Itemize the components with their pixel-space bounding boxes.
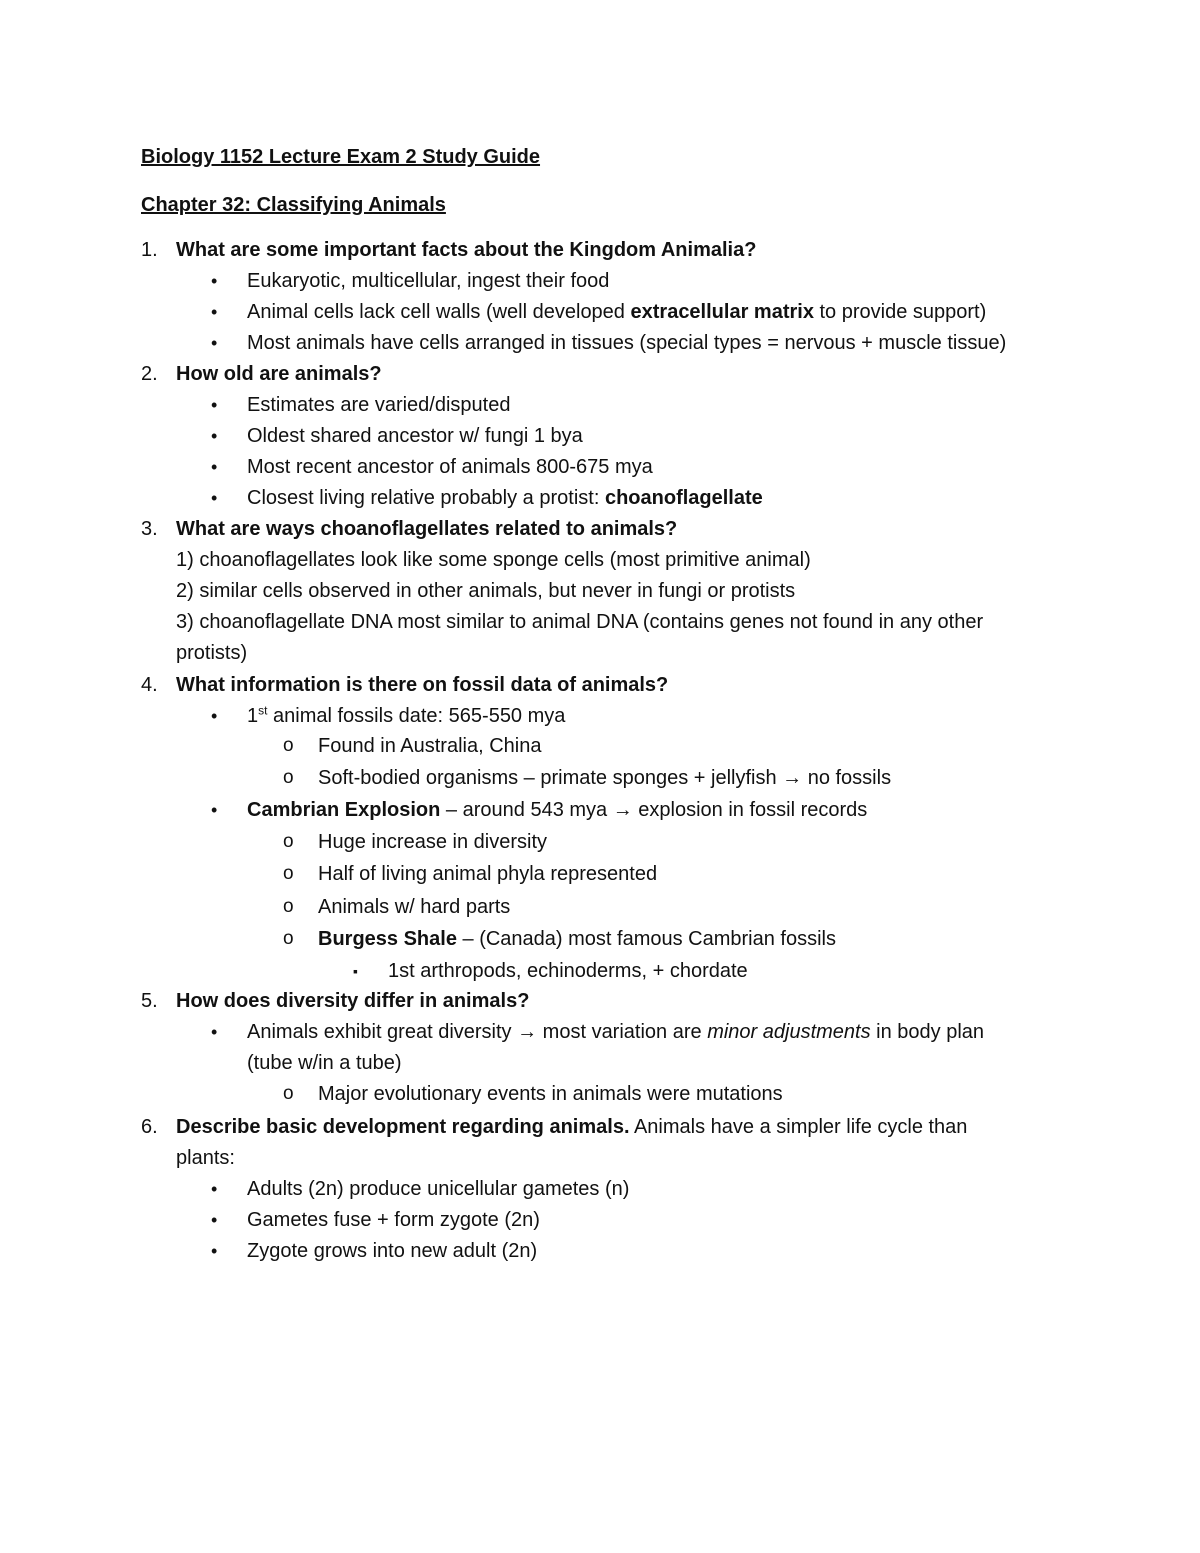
list-item: Animal cells lack cell walls (well developed extracellular matrix to provide support): [247, 301, 987, 323]
list-item: Burgess Shale – (Canada) most famous Cambrian fossils: [318, 928, 836, 950]
question-text: How does diversity differ in animals?: [176, 990, 530, 1012]
list-item: Huge increase in diversity: [318, 831, 547, 853]
list-item: Animals exhibit great diversity → most variation are minor adjustments in body plan: [247, 1021, 985, 1043]
question-text: Describe basic development regarding animals. Animals have a simpler life cycle than: [176, 1116, 968, 1138]
bullet-icon: •: [211, 457, 218, 477]
question-number: 1.: [141, 239, 158, 261]
circle-bullet-icon: o: [283, 831, 294, 852]
bullet-icon: •: [211, 1241, 218, 1261]
question-continuation: plants:: [176, 1147, 235, 1169]
list-item-continuation: (tube w/in a tube): [247, 1052, 402, 1074]
list-item: Zygote grows into new adult (2n): [247, 1240, 538, 1262]
list-item: Major evolutionary events in animals were mutations: [318, 1083, 783, 1105]
list-item: Estimates are varied/disputed: [247, 394, 511, 416]
question-number: 2.: [141, 363, 158, 385]
list-item: Found in Australia, China: [318, 735, 542, 757]
question-number: 6.: [141, 1116, 158, 1138]
bullet-icon: •: [211, 271, 218, 291]
arrow-icon: →: [517, 1021, 538, 1043]
square-bullet-icon: ▪: [353, 963, 358, 979]
bullet-icon: •: [211, 488, 218, 508]
list-item: Most recent ancestor of animals 800-675 mya: [247, 456, 653, 478]
list-item: Cambrian Explosion – around 543 mya → explosion in fossil records: [247, 799, 868, 821]
list-item: 3) choanoflagellate DNA most similar to animal DNA (contains genes not found in any other: [176, 611, 984, 633]
list-item: Most animals have cells arranged in tissues (special types = nervous + muscle tissue): [247, 332, 1007, 354]
bullet-icon: •: [211, 395, 218, 415]
document-title: Biology 1152 Lecture Exam 2 Study Guide: [141, 146, 541, 168]
circle-bullet-icon: o: [283, 928, 294, 949]
chapter-heading: Chapter 32: Classifying Animals: [141, 194, 446, 216]
bullet-icon: •: [211, 302, 218, 322]
list-item: 1st animal fossils date: 565-550 mya: [247, 703, 566, 727]
list-item: Adults (2n) produce unicellular gametes (n): [247, 1178, 630, 1200]
list-item: Gametes fuse + form zygote (2n): [247, 1209, 540, 1231]
list-item: Half of living animal phyla represented: [318, 863, 658, 885]
list-item: Closest living relative probably a protist: choanoflagellate: [247, 487, 763, 509]
circle-bullet-icon: o: [283, 863, 294, 884]
bullet-icon: •: [211, 800, 218, 820]
question-text: What information is there on fossil data of animals?: [176, 674, 669, 696]
list-item: Soft-bodied organisms – primate sponges + jellyfish → no fossils: [318, 767, 892, 789]
question-number: 5.: [141, 990, 158, 1012]
question-number: 3.: [141, 518, 158, 540]
question-number: 4.: [141, 674, 158, 696]
bullet-icon: •: [211, 426, 218, 446]
bullet-icon: •: [211, 333, 218, 353]
question-text: How old are animals?: [176, 363, 382, 385]
list-item: 2) similar cells observed in other animals, but never in fungi or protists: [176, 580, 796, 602]
list-item: Eukaryotic, multicellular, ingest their food: [247, 270, 610, 292]
arrow-icon: →: [612, 799, 633, 821]
circle-bullet-icon: o: [283, 735, 294, 756]
list-item: 1) choanoflagellates look like some sponge cells (most primitive animal): [176, 549, 811, 571]
list-item-continuation: protists): [176, 642, 248, 664]
circle-bullet-icon: o: [283, 896, 294, 917]
list-item: Oldest shared ancestor w/ fungi 1 bya: [247, 425, 583, 447]
question-text: What are some important facts about the Kingdom Animalia?: [176, 239, 757, 261]
bullet-icon: •: [211, 706, 218, 726]
arrow-icon: →: [782, 767, 803, 789]
circle-bullet-icon: o: [283, 767, 294, 788]
list-item: 1st arthropods, echinoderms, + chordate: [388, 960, 748, 982]
bullet-icon: •: [211, 1022, 218, 1042]
bullet-icon: •: [211, 1210, 218, 1230]
bullet-icon: •: [211, 1179, 218, 1199]
list-item: Animals w/ hard parts: [318, 896, 511, 918]
question-text: What are ways choanoflagellates related to animals?: [176, 518, 678, 540]
circle-bullet-icon: o: [283, 1083, 294, 1104]
